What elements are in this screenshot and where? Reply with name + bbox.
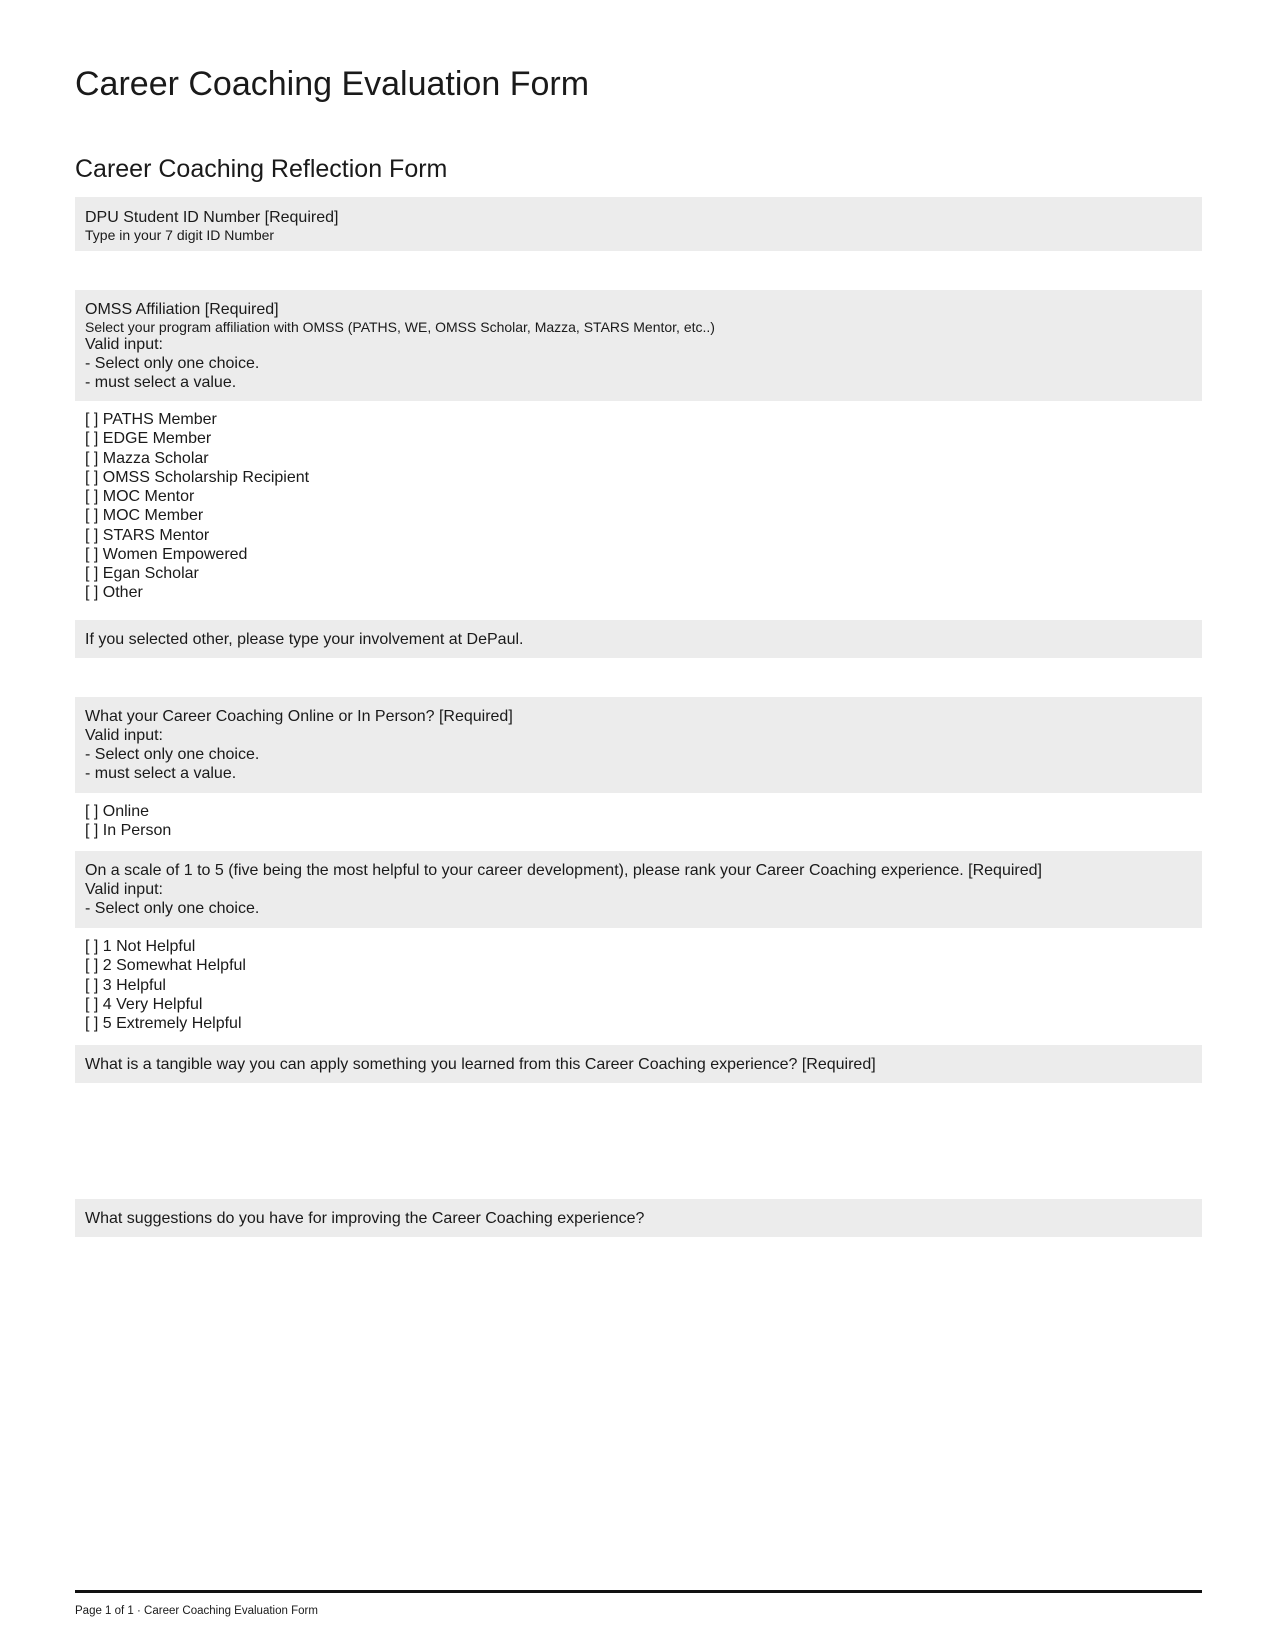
option-in-person[interactable]: [ ] In Person — [85, 822, 172, 840]
tangible-application-question — [75, 1045, 1202, 1083]
question-label: What is a tangible way you can apply something you learned from this Career Coaching experience? [Required] — [85, 1056, 876, 1073]
option-other[interactable]: [ ] Other — [85, 584, 143, 602]
question-label: DPU Student ID Number [Required] — [85, 209, 339, 226]
option-rating-3[interactable]: [ ] 3 Helpful — [85, 976, 166, 994]
validation-line: - Select only one choice. — [85, 355, 260, 372]
option-online[interactable]: [ ] Online — [85, 803, 150, 820]
helpfulness-rating-options — [85, 937, 246, 1033]
form-page — [75, 0, 1202, 1650]
option-paths-member[interactable]: [ ] PATHS Member — [85, 411, 217, 428]
omss-affiliation-question — [75, 290, 1202, 401]
option-edge-member[interactable]: [ ] EDGE Member — [85, 430, 212, 448]
helpfulness-rating-question — [75, 851, 1202, 928]
option-egan-scholar[interactable]: [ ] Egan Scholar — [85, 565, 199, 582]
validation-line: Valid input: — [85, 727, 163, 744]
validation-line: - must select a value. — [85, 765, 237, 782]
validation-line: - Select only one choice. — [85, 900, 260, 917]
question-label: What your Career Coaching Online or In Person? [Required] — [85, 708, 513, 725]
option-moc-member[interactable]: [ ] MOC Member — [85, 507, 204, 525]
omss-affiliation-options — [85, 410, 309, 603]
option-omss-scholarship-recipient[interactable]: [ ] OMSS Scholarship Recipient — [85, 468, 310, 486]
option-stars-mentor[interactable]: [ ] STARS Mentor — [85, 526, 210, 544]
option-rating-4[interactable]: [ ] 4 Very Helpful — [85, 995, 203, 1013]
coaching-mode-question — [75, 697, 1202, 793]
footer-divider — [75, 1590, 1202, 1593]
suggestions-question — [75, 1199, 1202, 1237]
question-help: Select your program affiliation with OMSS (PATHS, WE, OMSS Scholar, Mazza, STARS Mentor, etc..) — [85, 319, 715, 335]
other-involvement-question — [75, 620, 1202, 658]
document-title: Career Coaching Evaluation Form — [75, 65, 590, 103]
question-help: Type in your 7 digit ID Number — [85, 227, 275, 243]
option-rating-1[interactable]: [ ] 1 Not Helpful — [85, 938, 196, 955]
coaching-mode-options — [85, 802, 171, 841]
option-rating-5[interactable]: [ ] 5 Extremely Helpful — [85, 1015, 242, 1032]
option-mazza-scholar[interactable]: [ ] Mazza Scholar — [85, 449, 209, 467]
validation-line: Valid input: — [85, 881, 163, 898]
question-label: OMSS Affiliation [Required] — [85, 301, 279, 318]
option-moc-mentor[interactable]: [ ] MOC Mentor — [85, 488, 195, 505]
option-rating-2[interactable]: [ ] 2 Somewhat Helpful — [85, 957, 246, 975]
form-title: Career Coaching Reflection Form — [75, 155, 448, 183]
option-women-empowered[interactable]: [ ] Women Empowered — [85, 545, 248, 563]
question-label: If you selected other, please type your involvement at DePaul. — [85, 631, 524, 648]
validation-line: - must select a value. — [85, 374, 237, 391]
validation-line: - Select only one choice. — [85, 746, 260, 763]
validation-line: Valid input: — [85, 336, 163, 353]
page-footer: Page 1 of 1 · Career Coaching Evaluation Form — [75, 1605, 318, 1617]
question-label: What suggestions do you have for improving the Career Coaching experience? — [85, 1210, 645, 1227]
question-label: On a scale of 1 to 5 (five being the most helpful to your career development), please rank your Career Coaching experience. [Required] — [85, 862, 1042, 879]
student-id-question — [75, 197, 1202, 251]
